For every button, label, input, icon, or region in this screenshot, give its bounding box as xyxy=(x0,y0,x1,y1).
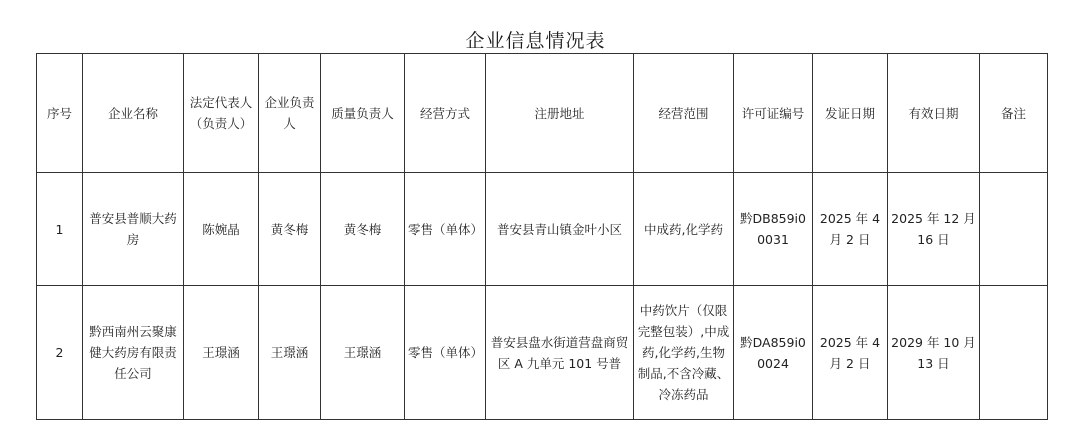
cell-legal-rep: 陈婉晶 xyxy=(184,173,259,286)
cell-manager: 王璟涵 xyxy=(259,286,321,420)
cell-address: 普安县青山镇金叶小区 xyxy=(486,173,634,286)
column-header-scope: 经营范围 xyxy=(634,54,734,173)
cell-license: 黔DA859i00024 xyxy=(734,286,813,420)
cell-issue-date: 2025 年 4 月 2 日 xyxy=(813,173,888,286)
cell-scope: 中成药,化学药 xyxy=(634,173,734,286)
column-header-license: 许可证编号 xyxy=(734,54,813,173)
cell-legal-rep: 王璟涵 xyxy=(184,286,259,420)
table-row xyxy=(37,173,1048,286)
column-header-name: 企业名称 xyxy=(83,54,184,173)
page-title: 企业信息情况表 xyxy=(465,30,606,52)
cell-address: 普安县盘水街道营盘商贸区 A 九单元 101 号普 xyxy=(486,286,634,420)
column-header-mode: 经营方式 xyxy=(405,54,486,173)
cell-mode: 零售（单体） xyxy=(405,286,486,420)
table-row xyxy=(37,286,1048,420)
cell-valid-date: 2029 年 10 月 13 日 xyxy=(888,286,980,420)
cell-valid-date: 2025 年 12 月 16 日 xyxy=(888,173,980,286)
cell-issue-date: 2025 年 4 月 2 日 xyxy=(813,286,888,420)
cell-remark xyxy=(980,173,1048,286)
column-header-quality: 质量负责人 xyxy=(321,54,405,173)
column-header-valid-date: 有效日期 xyxy=(888,54,980,173)
cell-mode: 零售（单体） xyxy=(405,173,486,286)
column-header-issue-date: 发证日期 xyxy=(813,54,888,173)
column-header-address: 注册地址 xyxy=(486,54,634,173)
column-header-remark: 备注 xyxy=(980,54,1048,173)
cell-quality: 黄冬梅 xyxy=(321,173,405,286)
column-header-legal-rep: 法定代表人（负责人） xyxy=(184,54,259,173)
enterprise-info-table xyxy=(36,53,1048,420)
cell-remark xyxy=(980,286,1048,420)
table-header-row xyxy=(37,54,1048,173)
column-header-manager: 企业负责人 xyxy=(259,54,321,173)
cell-quality: 王璟涵 xyxy=(321,286,405,420)
cell-name: 黔西南州云聚康健大药房有限责任公司 xyxy=(83,286,184,420)
cell-license: 黔DB859i00031 xyxy=(734,173,813,286)
cell-manager: 黄冬梅 xyxy=(259,173,321,286)
cell-no: 1 xyxy=(37,173,83,286)
cell-name: 普安县普顺大药房 xyxy=(83,173,184,286)
cell-no: 2 xyxy=(37,286,83,420)
cell-scope: 中药饮片（仅限完整包装）,中成药,化学药,生物制品,不含冷藏、冷冻药品 xyxy=(634,286,734,420)
column-header-no: 序号 xyxy=(37,54,83,173)
